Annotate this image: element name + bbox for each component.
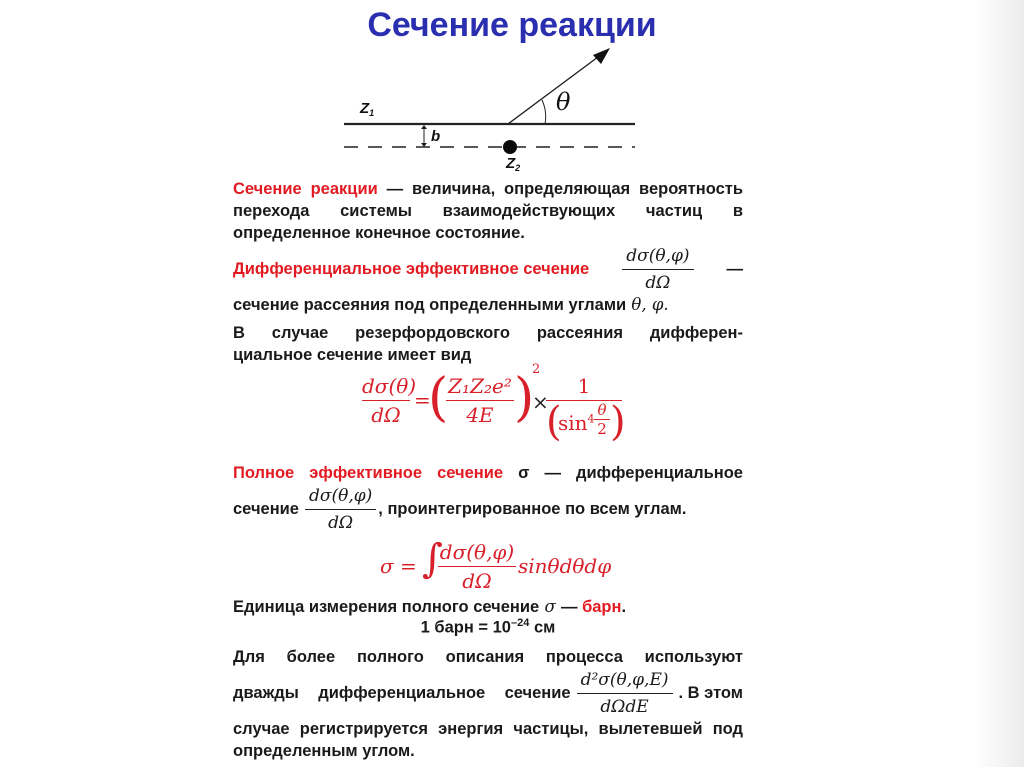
scattering-diagram [330, 40, 660, 190]
unit-paragraph: Единица измерения полного сечение σ — барн. [233, 597, 627, 616]
b-label: b [431, 128, 441, 145]
target-nucleus [503, 140, 517, 154]
double-differential-paragraph: Для более полного описания процесса используют дважды дифференциальное сечение $\frac{\text{d²σ(θ,φ,E)}}{\text{dΩdE}}$ . В этом случае регистрируется энергия частицы, вылетевшей под определенным углом. [233, 648, 743, 760]
slide-edge-shadow [974, 0, 1024, 767]
term-differential-cross-section: Дифференциальное эффективное сечение [233, 260, 590, 278]
total-cross-section-formula: σ = ∫ dσ(θ,φ) dΩ sinθdθdφ [380, 536, 612, 593]
rutherford-formula: dσ(θ) dΩ = ( Z₁Z₂e² 4E ) 2 × 1 ( $\sin^4$ θ 2 ) [362, 362, 626, 445]
scattered-trajectory-arrow [508, 54, 602, 124]
barn-definition: 1 барн = $10^{-24}$ см [420, 617, 556, 637]
total-cross-section-paragraph: Полное эффективное сечение σ — дифференциальное сечение $\frac{d\sigma(\theta,\varphi)}{d\Omega}$ , проинтегрированное по всем углам. [233, 464, 743, 533]
double-differential-fraction: $\frac{\text{d²σ(θ,φ,E)}}{\text{dΩdE}}$ [577, 669, 673, 718]
theta-label: θ [556, 88, 571, 116]
slide-title: Сечение реакции [367, 6, 657, 44]
z2-label: $Z_2$ [506, 155, 521, 173]
arrow-head [593, 48, 610, 64]
differential-fraction: $\frac{d\sigma(\theta,\varphi)}{d\Omega}$ [622, 245, 693, 294]
theta-arc [542, 100, 546, 124]
term-total-cross-section: Полное эффективное сечение [233, 464, 504, 482]
term-reaction-cross-section: Сечение реакции [233, 180, 378, 198]
differential-cross-section-paragraph: Дифференциальное эффективное сечение $\frac{d\sigma(\theta,\varphi)}{d\Omega}$ — сечение рассеяния под определенными углами θ, φ. [233, 245, 743, 314]
definition-paragraph: Сечение реакции — величина, определяющая вероятность перехода системы взаимодействующих частиц в определенное конечное состояние. [233, 180, 743, 242]
rutherford-paragraph: В случае резерфордовского рассеяния дифферен- циальное сечение имеет вид [233, 324, 743, 364]
total-fraction: $\frac{d\sigma(\theta,\varphi)}{d\Omega}$ [305, 485, 376, 534]
z1-label: $Z_1$ [360, 100, 375, 118]
